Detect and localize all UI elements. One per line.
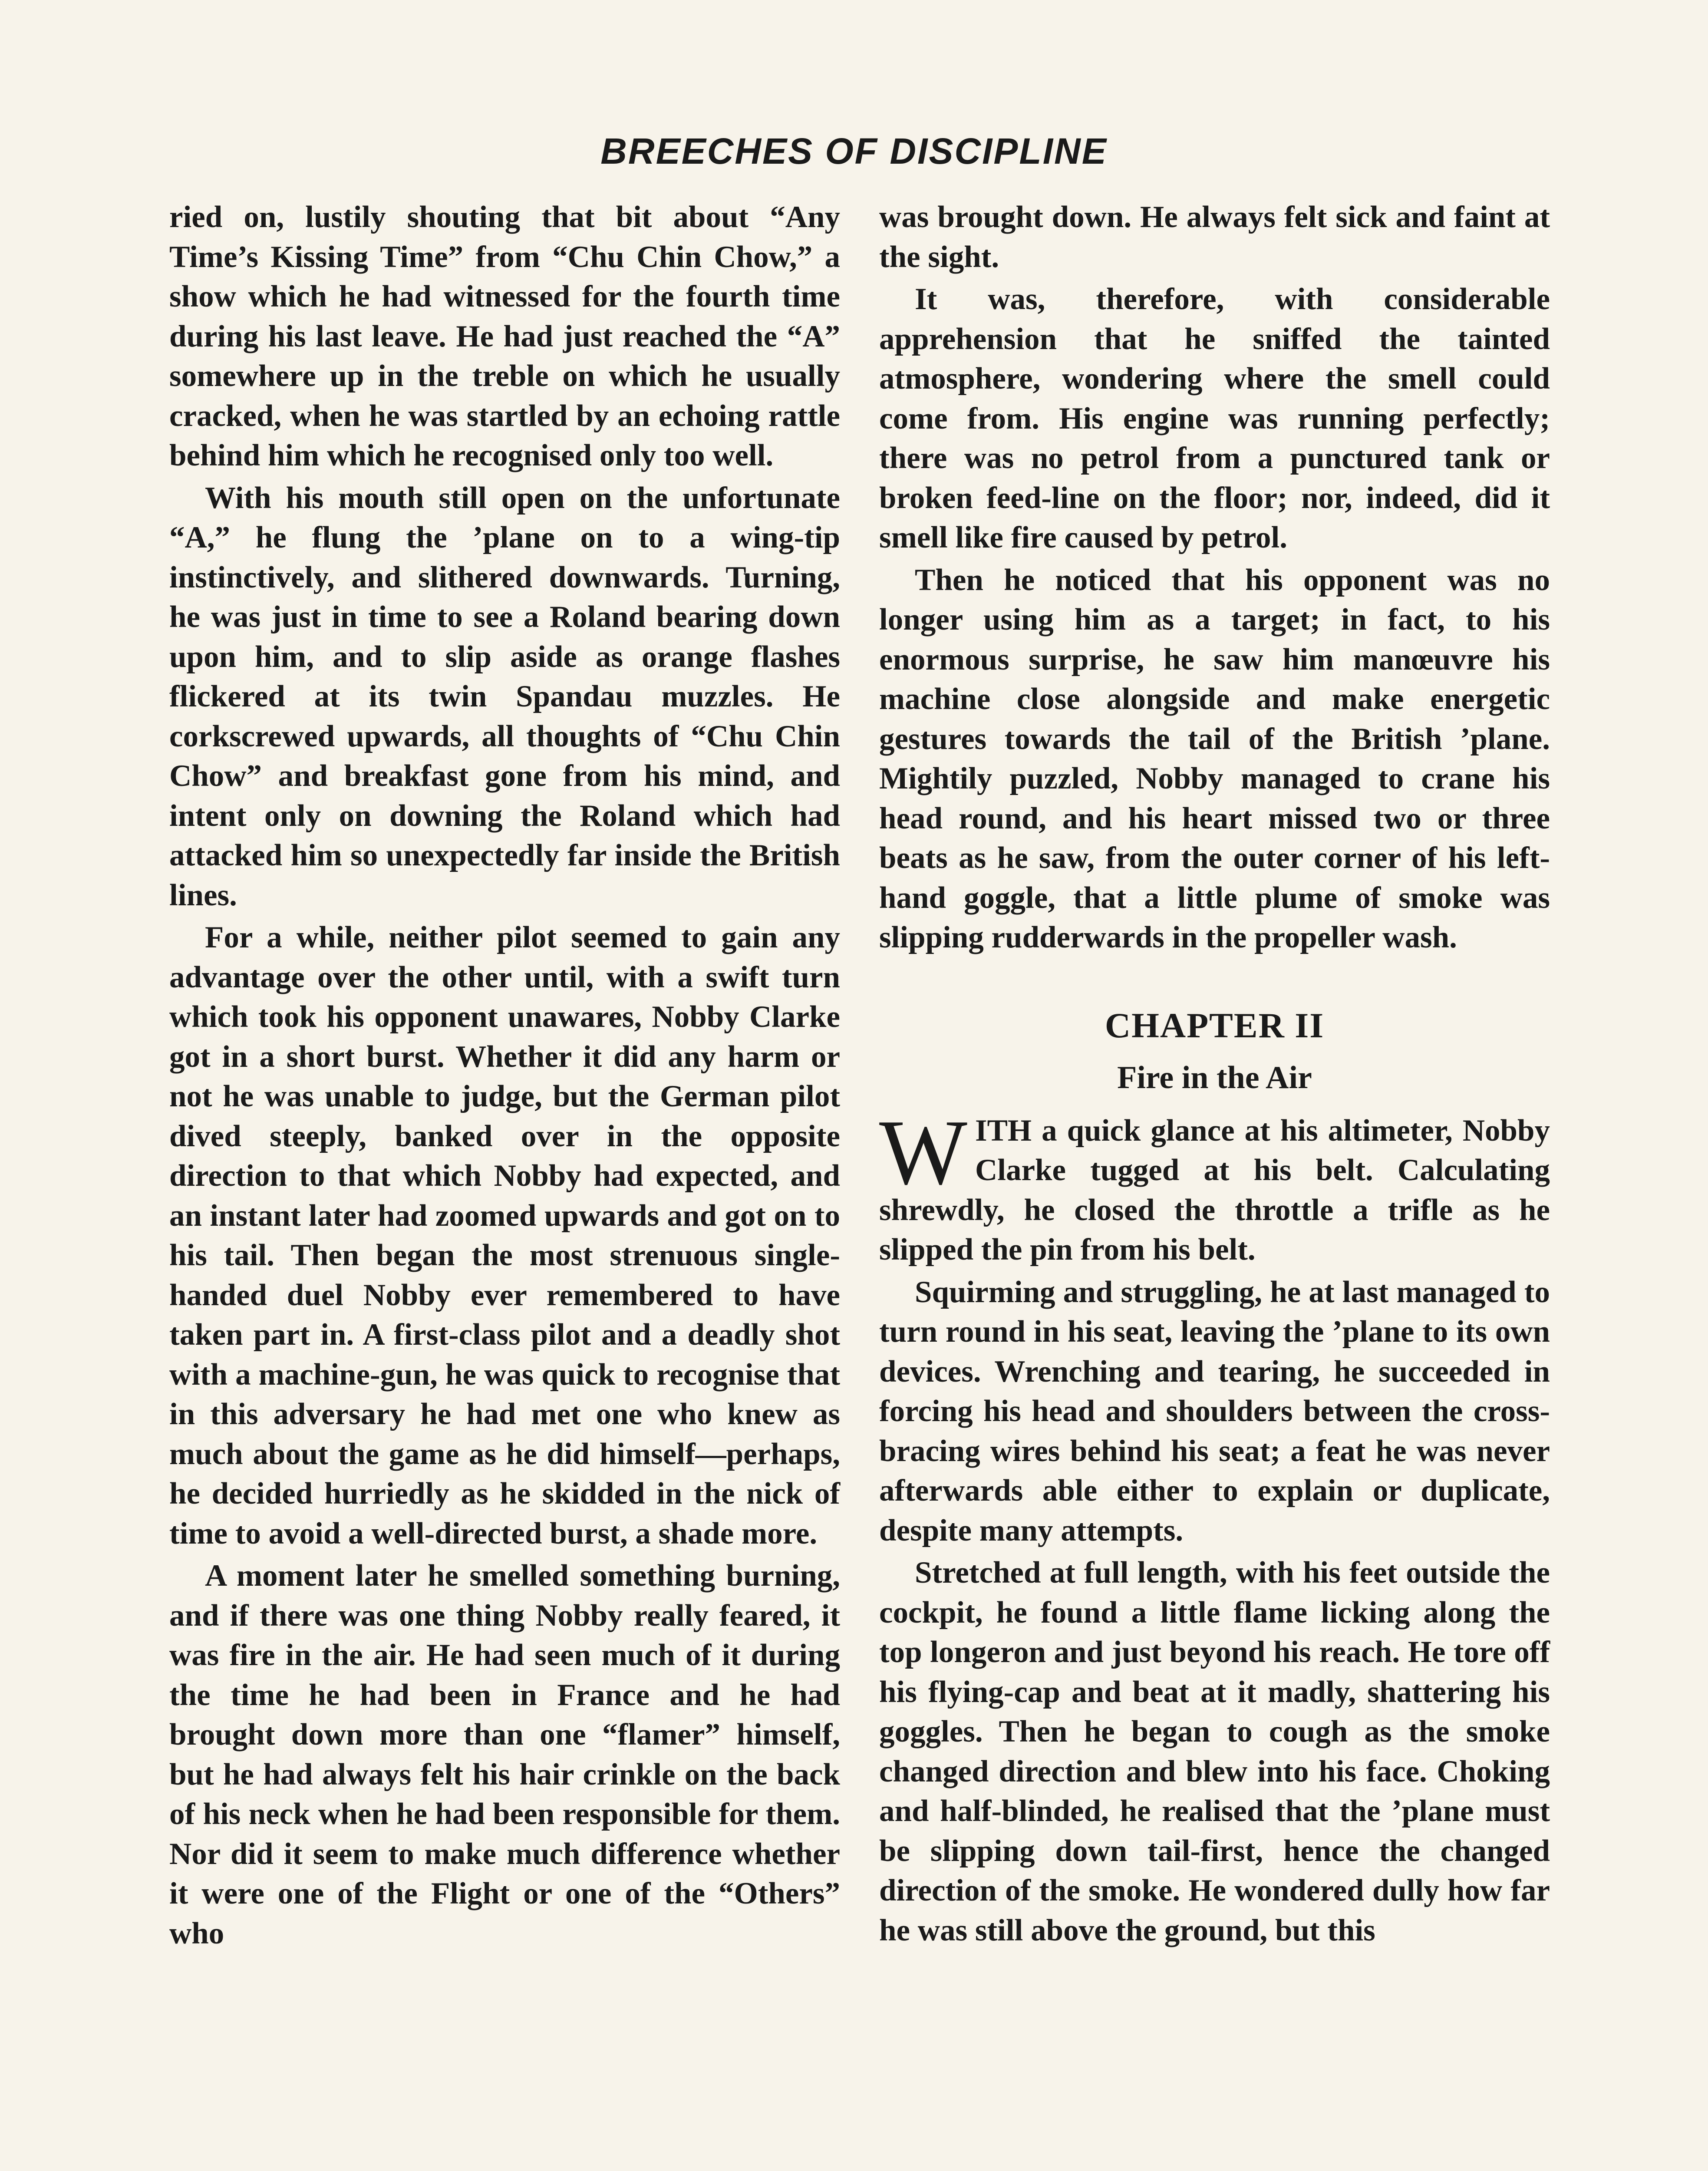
running-head: BREECHES OF DISCIPLINE (600, 131, 1108, 172)
chapter-first-paragraph (879, 1100, 1550, 1270)
chapter-title: Fire in the Air (1117, 1060, 1312, 1095)
paragraph: Then he noticed that his opponent was no longer using him as a target; in fact, to his enormous surprise, he saw him manœuvre his machine close alongside and make energetic gestures towards the tail of the British ’plane. Mightily puzzled, Nobby managed to crane his head round, and his heart missed two or three beats as he saw, from the outer corner of his left-hand goggle, that a little plume of smoke was slipping rudderwards in the propeller wash. (879, 563, 1550, 954)
drop-cap: W (879, 1100, 967, 1204)
paragraph: For a while, neither pilot seemed to gain any advantage over the other until, with a swift turn which took his opponent unawares, Nobby Clarke got in a short burst. Whether it did any harm or not he was unable to judge, but the German pilot dived steeply, banked over in the opposite direction to that which Nobby had expected, and an instant later had zoomed upwards and got on to his tail. Then began the most strenuous single-handed duel Nobby ever remembered to have taken part in. A first-class pilot and a deadly shot with a machine-gun, he was quick to recognise that in this adversary he had met one who knew as much about the game as he did himself—perhaps, he decided hurriedly as he skidded in the nick of time to avoid a well-directed burst, a shade more. (169, 921, 840, 1551)
paragraph: It was, therefore, with considerable apprehension that he sniffed the tainted atmosphere, wondering where the smell could come from. His engine was running perfectly; there was no petrol from a punctured tank or broken feed-line on the floor; nor, indeed, did it smell like fire caused by petrol. (879, 282, 1550, 554)
left-column (169, 198, 840, 1956)
chapter-heading: CHAPTER II (1105, 1005, 1325, 1045)
paragraph: ried on, lustily shouting that bit about “Any Time’s Kissing Time” from “Chu Chin Chow,” a show which he had witnessed for the fourth time during his last leave. He had just reached the “A” somewhere up in the treble on which he usually cracked, when he was startled by an echoing rattle behind him which he recognised only too well. (169, 200, 840, 472)
paragraph: Stretched at full length, with his feet outside the cockpit, he found a little flame licking along the top longeron and just beyond his reach. He tore off his flying-cap and beat at it madly, shattering his goggles. Then he began to cough as the smoke changed direction and blew into his face. Choking and half-blinded, he realised that the ’plane must be slipping down tail-first, hence the changed direction of the smoke. He wondered dully how far he was still above the ground, but this (879, 1556, 1550, 1947)
paragraph: With his mouth still open on the unfortunate “A,” he flung the ’plane on to a wing-tip instinctively, and slithered downwards. Turning, he was just in time to see a Roland bearing down upon him, and to slip aside as orange flashes flickered at its twin Spandau muzzles. He corkscrewed upwards, all thoughts of “Chu Chin Chow” and breakfast gone from his mind, and intent only on downing the Roland which had attacked him so unexpectedly far inside the British lines. (169, 481, 840, 912)
paragraph: was brought down. He always felt sick and faint at the sight. (879, 200, 1550, 274)
paragraph: A moment later he smelled something burning, and if there was one thing Nobby really feared, it was fire in the air. He had seen much of it during the time he had been in France and he had brought down more than one “flamer” himself, but he had always felt his hair crinkle on the back of his neck when he had been responsible for them. Nor did it seem to make much difference whether it were one of the Flight or one of the “Others” who (169, 1559, 840, 1950)
first-paragraph-text: ITH a quick glance at his altimeter, Nobby Clarke tugged at his belt. Calculating shrewdly, he closed the throttle a trifle as he slipped the pin from his belt. (879, 1113, 1550, 1267)
paragraph: Squirming and struggling, he at last managed to turn round in his seat, leaving the ’plane to its own devices. Wrenching and tearing, he succeeded in forcing his head and shoulders between the cross-bracing wires behind his seat; a feat he was never afterwards able either to explain or duplicate, despite many attempts. (879, 1275, 1550, 1547)
right-column (879, 198, 1550, 1953)
